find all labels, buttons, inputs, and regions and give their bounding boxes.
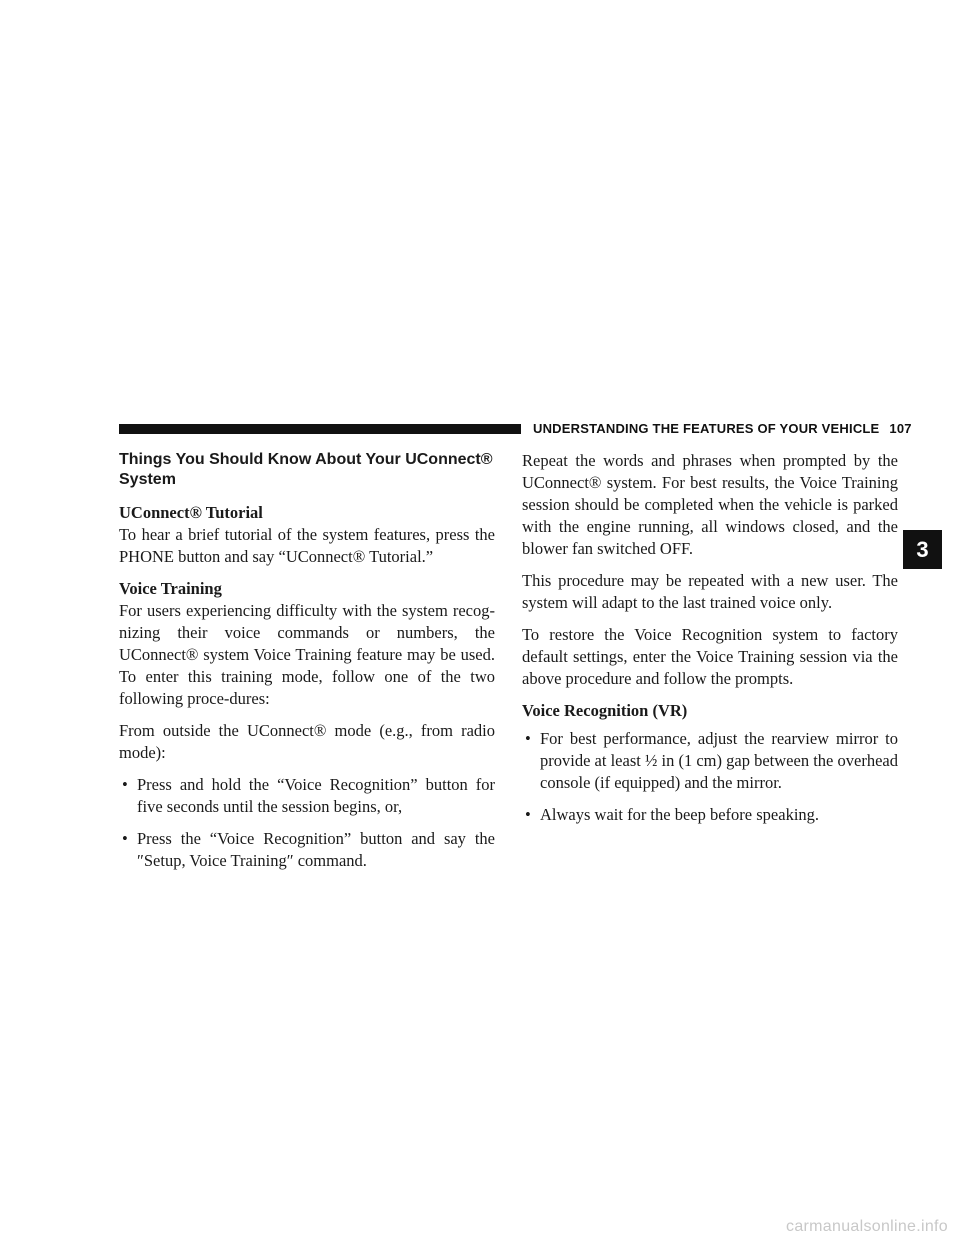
outside-mode-text: From outside the UConnect® mode (e.g., from radio mode): bbox=[119, 721, 495, 762]
list-item: • Press the “Voice Recognition” button and say the ″Setup, Voice Training″ command. bbox=[122, 829, 495, 870]
header-rule bbox=[119, 424, 521, 434]
restore-text: To restore the Voice Recognition system to factory default settings, enter the Voice Training session via the above procedure and follow the prompts. bbox=[522, 625, 898, 688]
watermark: carmanualsonline.info bbox=[786, 1218, 948, 1235]
voice-training-title: Voice Training bbox=[119, 579, 222, 598]
list-item: • Press and hold the “Voice Recognition” button for five seconds until the session begins, or, bbox=[122, 775, 495, 816]
header-title-text: UNDERSTANDING THE FEATURES OF YOUR VEHICLE bbox=[533, 421, 880, 436]
list-item: • For best performance, adjust the rearview mirror to provide at least ½ in (1 cm) gap between the overhead console (if equipped) and the mirror. bbox=[525, 729, 898, 792]
bullet-icon: • bbox=[122, 829, 128, 848]
section-heading-line1: Things You Should Know About Your UConnect® bbox=[119, 451, 493, 468]
procedure-text: This procedure may be repeated with a new user. The system will adapt to the last trained voice only. bbox=[522, 571, 898, 612]
tutorial-block bbox=[119, 502, 495, 568]
list-item: • Always wait for the beep before speaking. bbox=[525, 805, 820, 824]
voice-training-block bbox=[119, 578, 495, 710]
bullet-icon: • bbox=[525, 805, 531, 824]
bullet-icon: • bbox=[525, 729, 531, 748]
training-steps-list bbox=[119, 774, 495, 872]
running-header bbox=[533, 421, 912, 436]
right-column bbox=[522, 450, 898, 836]
left-column bbox=[119, 450, 495, 882]
tutorial-title: UConnect® Tutorial bbox=[119, 503, 263, 522]
vr-title: Voice Recognition (VR) bbox=[522, 701, 688, 720]
bullet-icon: • bbox=[122, 775, 128, 794]
section-tab: 3 bbox=[903, 530, 942, 569]
voice-training-text: For users experiencing difficulty with the system recog-nizing their voice commands or numbers, the UConnect® system Voice Training feature may be used. To enter this training mode, follow one of the two following proce-dures: bbox=[119, 601, 495, 708]
tutorial-text: To hear a brief tutorial of the system features, press the PHONE button and say “UConnect® Tutorial.” bbox=[119, 525, 495, 566]
vr-tips-list bbox=[522, 728, 898, 826]
section-heading-line2: System bbox=[119, 471, 176, 488]
repeat-text: Repeat the words and phrases when prompted by the UConnect® system. For best results, the Voice Training session should be completed when the vehicle is parked with the engine running, all windows closed, and the blower fan switched OFF. bbox=[522, 451, 898, 558]
page-number: 107 bbox=[889, 421, 912, 436]
section-heading bbox=[119, 450, 495, 490]
